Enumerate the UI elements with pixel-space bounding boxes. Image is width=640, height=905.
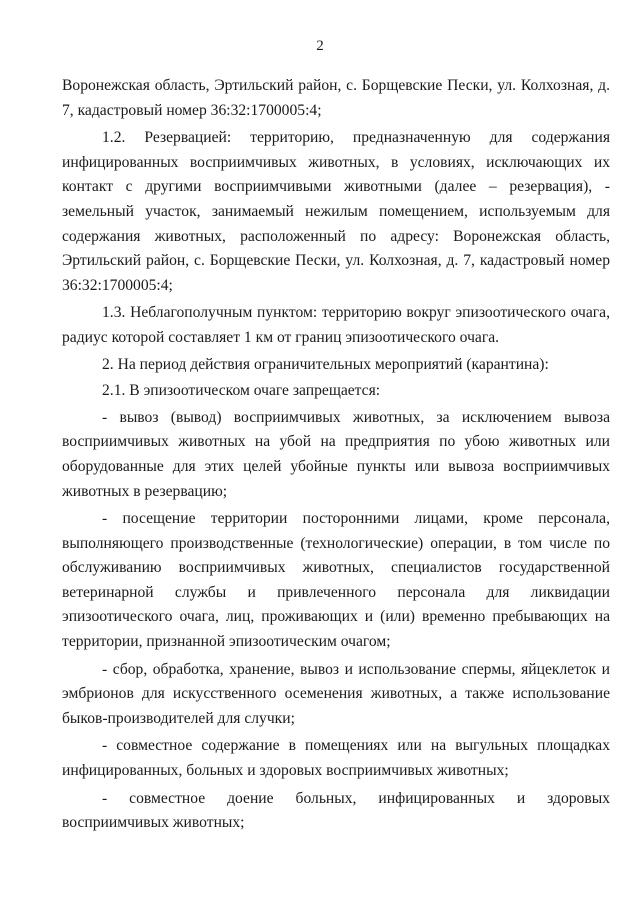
paragraph-ban-milking: - совместное доение больных, инфицированных и здоровых восприимчивых животных; [62, 789, 610, 832]
paragraph-address-continuation: Воронежская область, Эртильский район, с. Борщевские Пески, ул. Колхозная, д. 7, кадастровый номер 36:32:1700005:4; [62, 77, 610, 119]
paragraph-ban-visit: - посещение территории посторонними лицами, кроме персонала, выполняющего производственные (технологические) операции, в том числе по обслуживанию восприимчивых животных, специалистов государственной ветеринарной службы и привлеченного персонала для ликвидации эпизоотического очага, лиц, проживающих и (или) временно пребывающих на территории, признанной эпизоотическим очагом; [62, 510, 610, 651]
paragraph-item-1-2: 1.2. Резервацией: территорию, предназначенную для содержания инфицированных восприимчивых животных, в условиях, исключающих их контакт с другими восприимчивыми животными (далее – резервация), - земельный участок, занимаемый нежилым помещением, используемым для содержания животных, расположенный по адресу: Воронежская область, Эртильский район, с. Борщевские Пески, ул. Колхозная, д. 7, кадастровый номер 36:32:1700005:4; [62, 129, 610, 294]
page-number: 2 [316, 38, 324, 54]
paragraph-ban-sperm: - сбор, обработка, хранение, вывоз и использование спермы, яйцеклеток и эмбрионов для искусственного осеменения животных, а также использование быков-производителей для случки; [62, 660, 610, 727]
paragraph-ban-keeping: - совместное содержание в помещениях или на выгульных площадках инфицированных, больных и здоровых восприимчивых животных; [62, 737, 610, 780]
paragraph-item-2: 2. На период действия ограничительных мероприятий (карантина): [102, 355, 549, 373]
document-body [62, 74, 610, 836]
paragraph-item-2-1: 2.1. В эпизоотическом очаге запрещается: [102, 382, 381, 400]
paragraph-item-1-3: 1.3. Неблагополучным пунктом: территорию вокруг эпизоотического очага, радиус которой составляет 1 км от границ эпизоотического очага. [62, 304, 610, 346]
paragraph-ban-export: - вывоз (вывод) восприимчивых животных, за исключением вывоза восприимчивых животных на убой на предприятия по убою животных или оборудованные для этих целей убойные пункты или вывоза восприимчивых животных в резервацию; [62, 408, 610, 500]
